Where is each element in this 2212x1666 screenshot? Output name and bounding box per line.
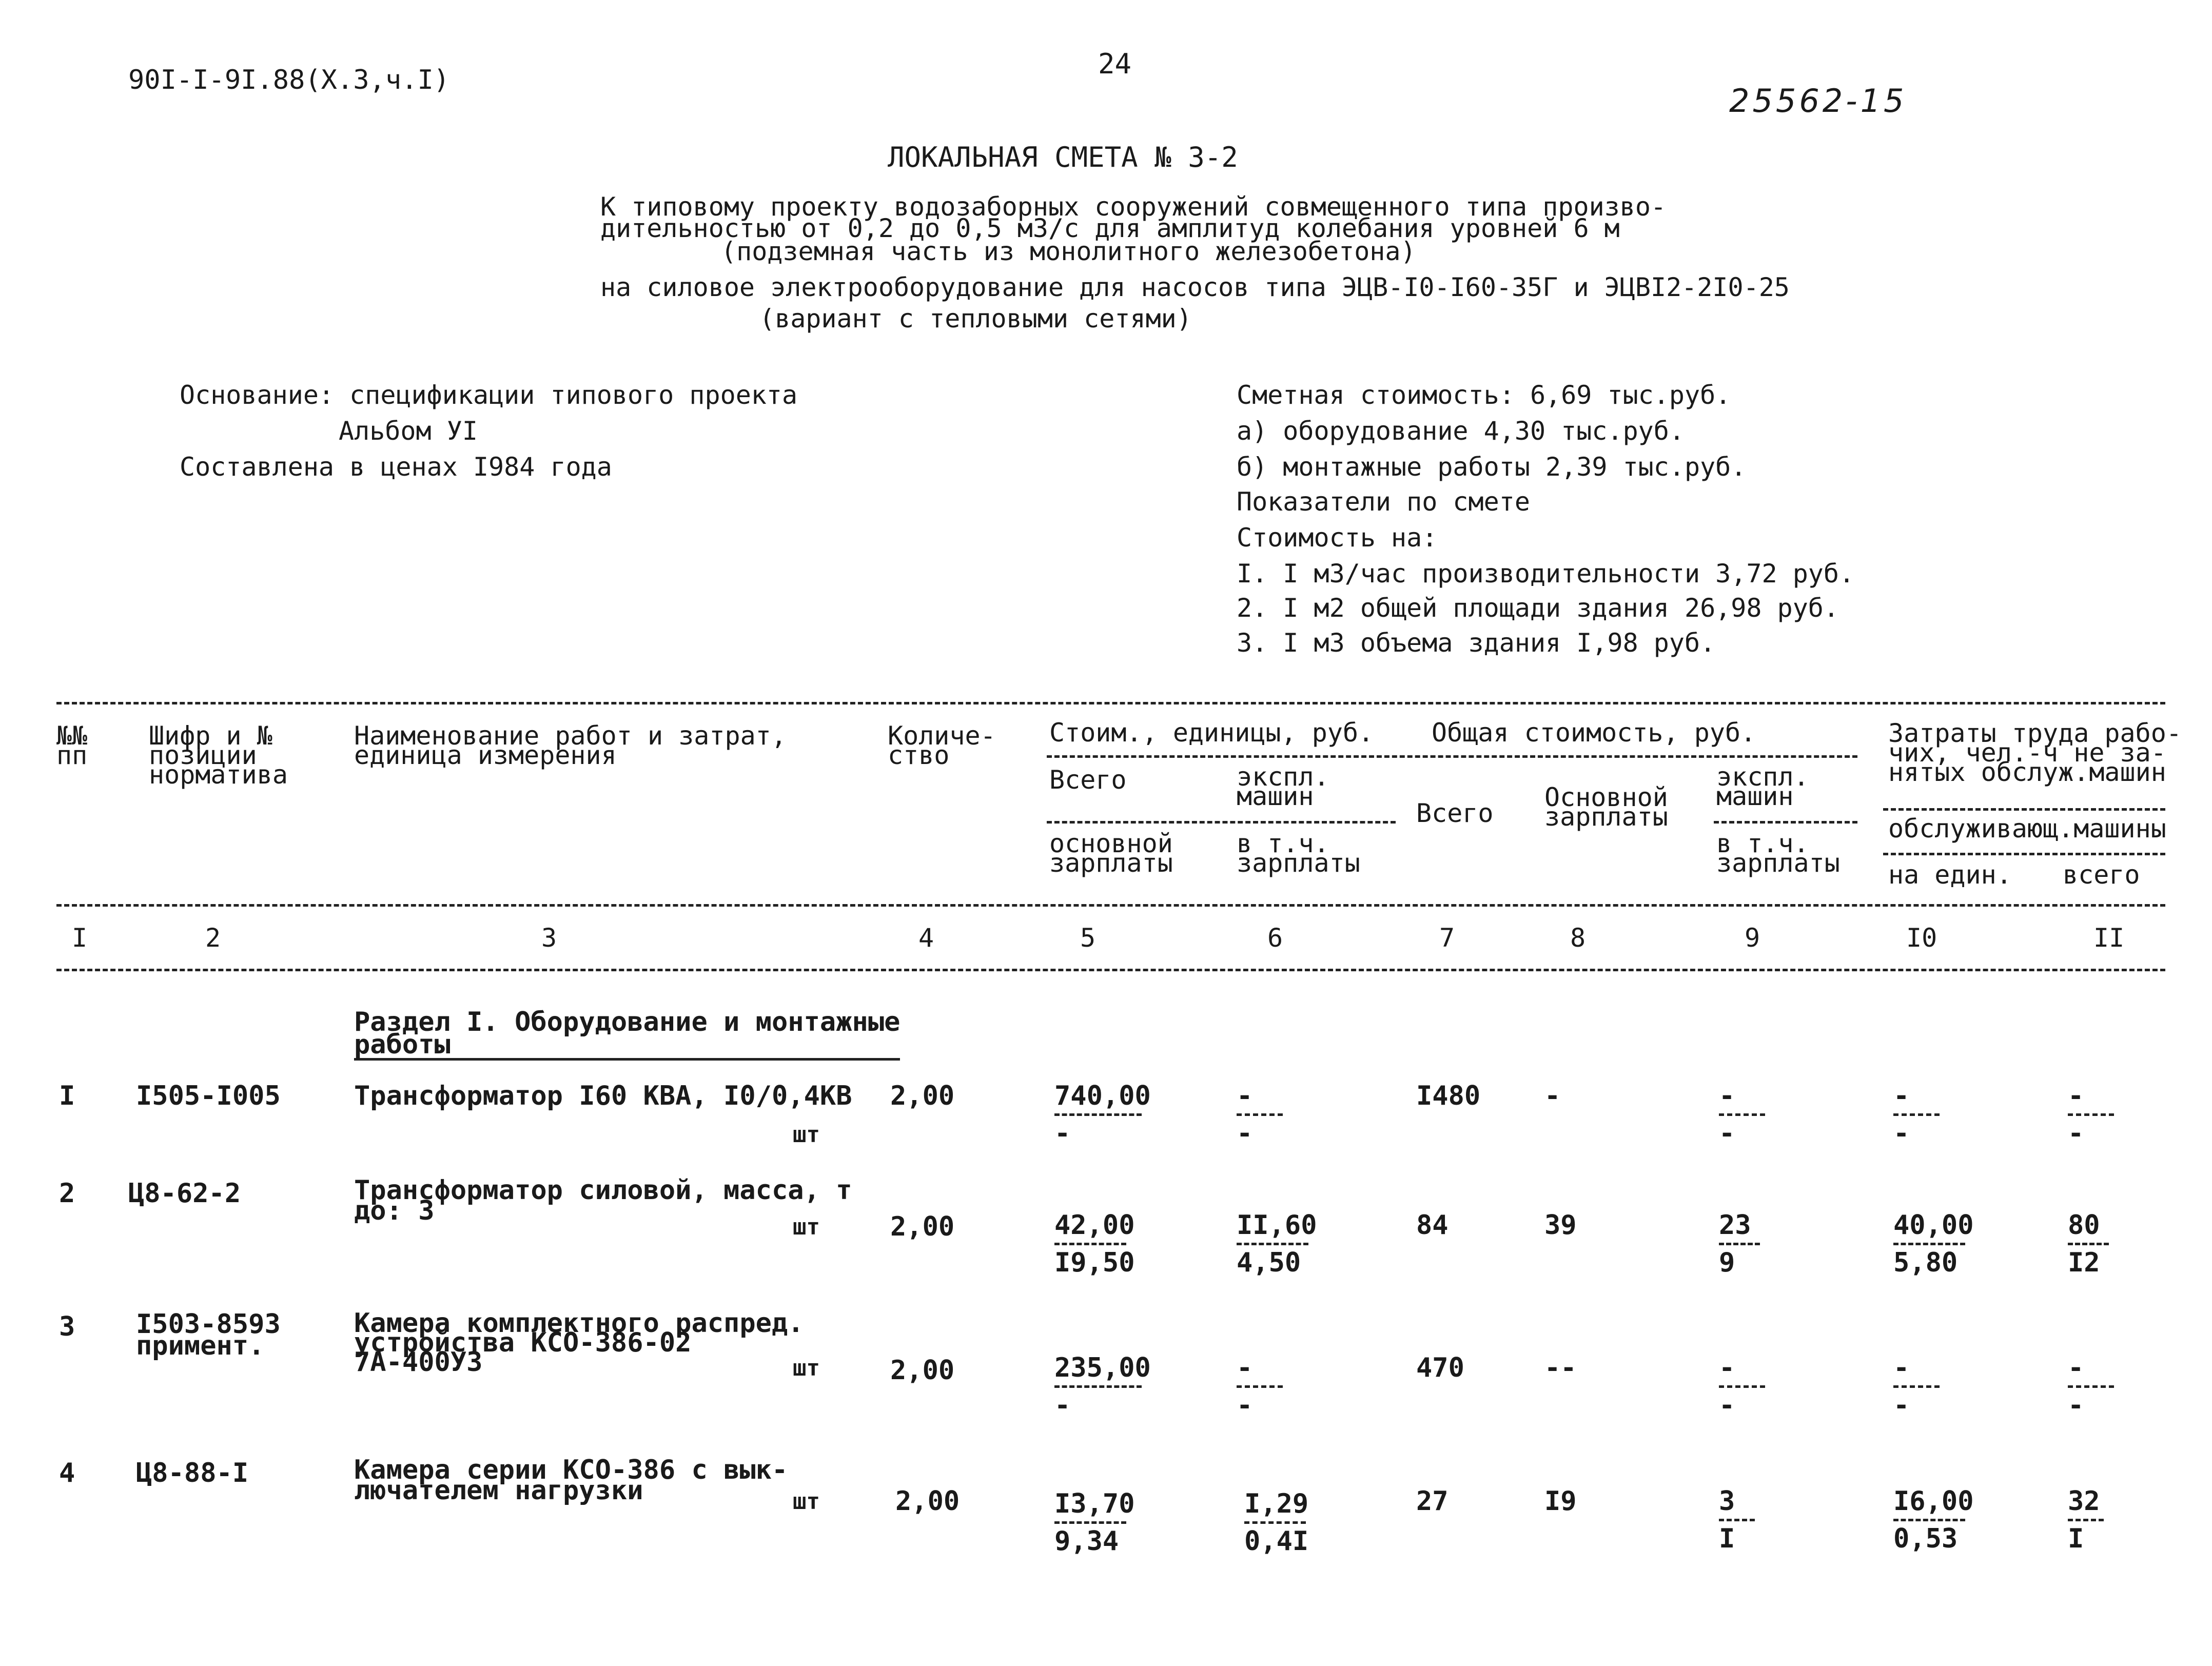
row-unit: шт bbox=[793, 1122, 820, 1148]
unit-cost-base-salary: 9,34 bbox=[1054, 1526, 1119, 1557]
labor-per-unit-value: I6,00 bbox=[1893, 1486, 1974, 1517]
title-line-4: на силовое электрооборудование для насосов типа ЭЦВ-I0-I60-35Г и ЭЦВI2-2I0-25 bbox=[600, 272, 1790, 302]
header-subrule-unit bbox=[1047, 821, 1396, 824]
stamp-number: 25562-15 bbox=[1729, 82, 1907, 120]
header-col-name: Наименование работ и затрат, единица измерения bbox=[354, 721, 787, 770]
row-total-machines bbox=[1719, 1488, 1755, 1552]
unit-cost-total: 235,00 bbox=[1054, 1353, 1151, 1383]
header-unit-total: Всего bbox=[1049, 765, 1127, 795]
row-number: 4 bbox=[59, 1458, 75, 1488]
cost-line-5: Стоимость на: bbox=[1237, 523, 1438, 553]
row-code: I503-8593 примент. bbox=[136, 1309, 281, 1361]
title-line-1: К типовому проекту водозаборных сооружений совмещенного типа произво- bbox=[600, 192, 1667, 222]
row-name: Трансформатор силовой, масса, т до: 3 bbox=[354, 1175, 852, 1226]
cost-line-8: 3. I м3 объема здания I,98 руб. bbox=[1237, 628, 1716, 658]
unit-machines-salary: 0,4I bbox=[1244, 1526, 1309, 1557]
labor-per-unit-machines: - bbox=[1893, 1390, 1910, 1421]
labor-total-machines: I2 bbox=[2068, 1247, 2100, 1278]
total-machines-cost: - bbox=[1719, 1353, 1735, 1383]
row-name: Камера комплектного распред. устройства КСО-386-02 7А-400У3 bbox=[354, 1308, 804, 1378]
row-labor-per-unit bbox=[1893, 1488, 1974, 1552]
basis-line-1: Основание: спецификации типового проекта bbox=[180, 380, 798, 410]
labor-total-value: 80 bbox=[2068, 1210, 2100, 1241]
total-machines-salary: - bbox=[1719, 1390, 1735, 1421]
row-unit-machines bbox=[1237, 1212, 1317, 1276]
row-name: Трансформатор I60 КВА, I0/0,4КВ bbox=[354, 1081, 852, 1111]
cost-line-1: Сметная стоимость: 6,69 тыс.руб. bbox=[1237, 380, 1731, 410]
labor-per-unit-value: - bbox=[1893, 1081, 1910, 1111]
unit-cost-base-salary: I9,50 bbox=[1054, 1247, 1135, 1278]
row-total-base-salary: - bbox=[1544, 1081, 1561, 1111]
labor-per-unit-machines: - bbox=[1893, 1118, 1910, 1149]
header-col-code: Шифр и № позиции норматива bbox=[149, 721, 288, 790]
header-labor-per-unit: на един. bbox=[1888, 860, 2012, 890]
column-number-7: 7 bbox=[1439, 923, 1455, 953]
cost-line-7: 2. I м2 общей площади здания 26,98 руб. bbox=[1237, 593, 1839, 623]
unit-machines-cost: - bbox=[1237, 1353, 1253, 1383]
estimate-title: ЛОКАЛЬНАЯ СМЕТА № 3-2 bbox=[888, 141, 1238, 173]
row-number: 2 bbox=[59, 1178, 75, 1209]
labor-total-value: 32 bbox=[2068, 1486, 2100, 1517]
page-number: 24 bbox=[1098, 48, 1132, 80]
column-number-5: 5 bbox=[1080, 923, 1096, 953]
unit-machines-salary: - bbox=[1237, 1390, 1253, 1421]
unit-cost-total: 740,00 bbox=[1054, 1081, 1151, 1111]
document-code: 90I-I-9I.88(X.3,ч.I) bbox=[128, 65, 450, 95]
unit-cost-base-salary: - bbox=[1054, 1118, 1071, 1149]
labor-total-machines: - bbox=[2068, 1390, 2084, 1421]
header-labor-machines: обслуживающ.машины bbox=[1888, 814, 2166, 844]
row-total-cost: 27 bbox=[1416, 1486, 1448, 1517]
header-unit-machines: экспл. машин bbox=[1237, 762, 1329, 811]
column-numbers-rule bbox=[56, 969, 2165, 971]
column-number-2: 2 bbox=[205, 923, 221, 953]
table-top-rule bbox=[56, 702, 2165, 704]
row-total-base-salary: -- bbox=[1544, 1353, 1577, 1383]
column-number-4: 4 bbox=[918, 923, 934, 953]
row-unit-machines bbox=[1244, 1488, 1309, 1557]
row-unit: шт bbox=[793, 1488, 820, 1515]
total-machines-salary: I bbox=[1719, 1523, 1735, 1554]
labor-per-unit-value: 40,00 bbox=[1893, 1210, 1974, 1241]
row-code: Ц8-62-2 bbox=[128, 1178, 241, 1209]
labor-total-value: - bbox=[2068, 1353, 2084, 1383]
total-machines-cost: 23 bbox=[1719, 1210, 1751, 1241]
header-total-all: Всего bbox=[1416, 798, 1494, 828]
header-total-machines: экспл. машин bbox=[1716, 762, 1809, 811]
basis-line-2: Альбом УI bbox=[339, 416, 478, 446]
unit-machines-cost: II,60 bbox=[1237, 1210, 1317, 1241]
row-unit-cost bbox=[1054, 1083, 1151, 1147]
row-labor-total bbox=[2068, 1083, 2114, 1147]
cost-line-3: б) монтажные работы 2,39 тыс.руб. bbox=[1237, 452, 1747, 482]
row-unit-cost bbox=[1054, 1355, 1151, 1419]
column-number-10: I0 bbox=[1906, 923, 1937, 953]
total-machines-salary: - bbox=[1719, 1118, 1735, 1149]
row-unit-cost bbox=[1054, 1488, 1135, 1557]
row-labor-total bbox=[2068, 1488, 2104, 1552]
row-unit: шт bbox=[793, 1355, 820, 1381]
title-line-2: дительностью от 0,2 до 0,5 м3/с для амплитуд колебания уровней 6 м bbox=[600, 213, 1620, 243]
labor-per-unit-machines: 5,80 bbox=[1893, 1247, 1958, 1278]
labor-total-value: - bbox=[2068, 1081, 2084, 1111]
row-total-base-salary: 39 bbox=[1544, 1210, 1577, 1241]
row-quantity: 2,00 bbox=[890, 1211, 955, 1242]
column-number-11: II bbox=[2093, 923, 2125, 953]
row-unit-machines bbox=[1237, 1083, 1283, 1147]
header-unit-base-salary: основной зарплаты bbox=[1049, 829, 1173, 878]
row-code: Ц8-88-I bbox=[136, 1458, 249, 1488]
header-subrule-machines bbox=[1714, 821, 1857, 824]
cost-line-6: I. I м3/час производительности 3,72 руб. bbox=[1237, 559, 1855, 589]
unit-machines-cost: - bbox=[1237, 1081, 1253, 1111]
row-unit-cost bbox=[1054, 1212, 1135, 1276]
total-machines-cost: 3 bbox=[1719, 1486, 1735, 1517]
labor-per-unit-machines: 0,53 bbox=[1893, 1523, 1958, 1554]
header-unit-cost-group: Стоим., единицы, руб. bbox=[1049, 718, 1374, 748]
row-unit-machines bbox=[1237, 1355, 1283, 1419]
row-labor-per-unit bbox=[1893, 1083, 1940, 1147]
header-col-num: №№ пп bbox=[56, 721, 88, 770]
cost-line-2: а) оборудование 4,30 тыс.руб. bbox=[1237, 416, 1685, 446]
row-code: I505-I005 bbox=[136, 1081, 281, 1111]
row-labor-per-unit bbox=[1893, 1212, 1974, 1276]
header-subrule-labor-2 bbox=[1883, 853, 2165, 855]
row-quantity: 2,00 bbox=[890, 1355, 955, 1386]
title-line-3: (подземная часть из монолитного железобетона) bbox=[721, 237, 1416, 266]
header-total-cost-group: Общая стоимость, руб. bbox=[1432, 718, 1756, 748]
labor-total-machines: I bbox=[2068, 1523, 2084, 1554]
cost-line-4: Показатели по смете bbox=[1237, 487, 1530, 517]
row-total-machines bbox=[1719, 1083, 1765, 1147]
basis-line-3: Составлена в ценах I984 года bbox=[180, 452, 612, 482]
header-labor-total: всего bbox=[2063, 860, 2140, 890]
row-total-cost: 470 bbox=[1416, 1353, 1464, 1383]
header-subrule-labor-1 bbox=[1883, 808, 2165, 811]
section-title: Раздел I. Оборудование и монтажные работы bbox=[354, 1007, 901, 1060]
labor-total-machines: - bbox=[2068, 1118, 2084, 1149]
row-labor-total bbox=[2068, 1212, 2109, 1276]
row-quantity: 2,00 bbox=[890, 1081, 955, 1111]
row-number: I bbox=[59, 1081, 75, 1111]
column-number-8: 8 bbox=[1570, 923, 1586, 953]
row-total-cost: 84 bbox=[1416, 1210, 1448, 1241]
row-total-machines bbox=[1719, 1355, 1765, 1419]
unit-machines-salary: - bbox=[1237, 1118, 1253, 1149]
unit-machines-salary: 4,50 bbox=[1237, 1247, 1301, 1278]
row-labor-per-unit bbox=[1893, 1355, 1940, 1419]
unit-machines-cost: I,29 bbox=[1244, 1488, 1309, 1519]
header-subrule-cost bbox=[1047, 755, 1857, 758]
title-line-5: (вариант с тепловыми сетями) bbox=[759, 304, 1192, 334]
header-unit-incl-salary: в т.ч. зарплаты bbox=[1237, 829, 1360, 878]
column-number-1: I bbox=[72, 923, 88, 953]
total-machines-cost: - bbox=[1719, 1081, 1735, 1111]
row-unit: шт bbox=[793, 1214, 820, 1240]
total-machines-salary: 9 bbox=[1719, 1247, 1735, 1278]
column-number-6: 6 bbox=[1267, 923, 1283, 953]
row-number: 3 bbox=[59, 1311, 75, 1342]
unit-cost-total: I3,70 bbox=[1054, 1488, 1135, 1519]
column-number-3: 3 bbox=[541, 923, 557, 953]
header-bottom-rule bbox=[56, 904, 2165, 907]
header-total-base-salary: Основной зарплаты bbox=[1544, 782, 1668, 832]
row-total-cost: I480 bbox=[1416, 1081, 1481, 1111]
row-quantity: 2,00 bbox=[895, 1486, 960, 1517]
header-col-qty: Количе- ство bbox=[888, 721, 996, 770]
row-labor-total bbox=[2068, 1355, 2114, 1419]
row-total-base-salary: I9 bbox=[1544, 1486, 1577, 1517]
labor-per-unit-value: - bbox=[1893, 1353, 1910, 1383]
column-number-9: 9 bbox=[1745, 923, 1760, 953]
header-total-incl-salary: в т.ч. зарплаты bbox=[1716, 829, 1840, 878]
row-name: Камера серии КСО-386 с вык- лючателем нагрузки bbox=[354, 1455, 788, 1506]
unit-cost-total: 42,00 bbox=[1054, 1210, 1135, 1241]
unit-cost-base-salary: - bbox=[1054, 1390, 1071, 1421]
row-total-machines bbox=[1719, 1212, 1760, 1276]
header-labor-group: Затраты труда рабо- чих, чел.-ч не за- нятых обслуж.машин bbox=[1888, 718, 2182, 787]
